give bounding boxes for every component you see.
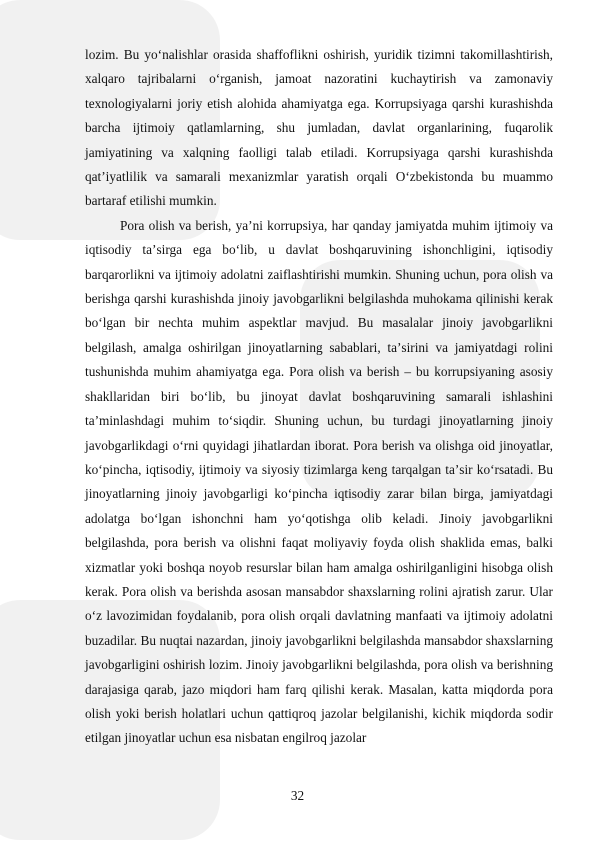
- paragraph-1: lozim. Bu yoʻnalishlar orasida shaffoflikni oshirish, yuridik tizimni takomillashtirish, xalqaro tajribalarni oʻrganish, jamoat nazoratini kuchaytirish va zamonaviy texnologiyalarni joriy etish alohida ahamiyatga ega. Korrupsiyaga qarshi kurashishda barcha ijtimoiy qatlamlarning, shu jumladan, davlat organlarining, fuqarolik jamiyatining va xalqning faolligi talab etiladi. Korrupsiyaga qarshi kurashishda qatʼiyatlilik va samarali mexanizmlar yaratish orqali Oʻzbekistonda bu muammo bartaraf etilishi mumkin.: [85, 47, 553, 209]
- page-number: 32: [290, 788, 305, 803]
- paragraph-2: Pora olish va berish, yaʼni korrupsiya, har qanday jamiyatda muhim ijtimoiy va iqtisodiy taʼsirga ega boʻlib, u davlat boshqaruvining ishonchligini, iqtisodiy barqarorlikni va ijtimoiy adolatni zaiflashtirishi mumkin. Shuning uchun, pora olish va berishga qarshi kurashishda jinoiy javobgarlikni belgilashda muhokama qilinishi kerak boʻlgan bir nechta muhim aspektlar mavjud. Bu masalalar jinoiy javobgarlikni belgilash, amalga oshirilgan jinoyatlarning sabablari, taʼsirini va jamiyatdagi rolini tushunishda muhim ahamiyatga ega. Pora olish va berish – bu korrupsiyaning asosiy shakllaridan biri boʻlib, bu jinoyat davlat boshqaruvining samarali ishlashini taʼminlashdagi muhim toʻsiqdir. Shuning uchun, bu turdagi jinoyatlarning jinoiy javobgarlikdagi oʻrni quyidagi jihatlardan iborat. Pora berish va olishga oid jinoyatlar, koʻpincha, iqtisodiy, ijtimoiy va siyosiy tizimlarga keng tarqalgan taʼsir koʻrsatadi. Bu jinoyatlarning jinoiy javobgarligi koʻpincha iqtisodiy zarar bilan birga, jamiyatdagi adolatga boʻlgan ishonchni ham yoʻqotishga olib keladi. Jinoiy javobgarlikni belgilashda, pora berish va olishni faqat moliyaviy foyda olish shaklida emas, balki xizmatlar yoki boshqa noyob resurslar bilan ham amalga oshirilganligini hisobga olish kerak. Pora olish va berishda asosan mansabdor shaxslarning rolini ajratish zarur. Ular oʻz lavozimidan foydalanib, pora olish orqali davlatning manfaati va ijtimoiy adolatni buzadilar. Bu nuqtai nazardan, jinoiy javobgarlikni belgilashda mansabdor shaxslarning javobgarligini oshirish lozim. Jinoiy javobgarlikni belgilashda, pora olish va berishning darajasiga qarab, jazo miqdori ham farq qilishi kerak. Masalan, katta miqdorda pora olish yoki berish holatlari uchun qattiqroq jazolar belgilanishi, kichik miqdorda sodir etilgan jinoyatlar uchun esa nisbatan engilroq jazolar: [85, 217, 553, 746]
- body-text: [85, 43, 553, 751]
